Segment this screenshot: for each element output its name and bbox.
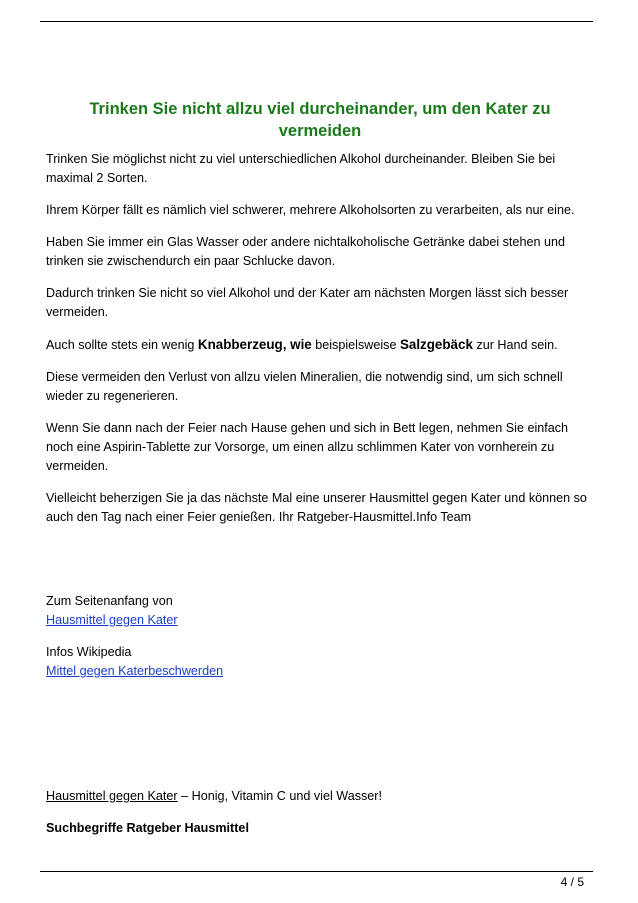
- page-number: 4 / 5: [560, 875, 584, 889]
- paragraph: Dadurch trinken Sie nicht so viel Alkohol und der Kater am nächsten Morgen lässt sich besser vermeiden.: [46, 286, 569, 319]
- snack-text-middle: beispielsweise: [311, 338, 400, 352]
- snack-text-after: zur Hand sein.: [472, 338, 558, 352]
- top-link-label: Zum Seitenanfang von: [46, 594, 173, 608]
- paragraph: Ihrem Körper fällt es nämlich viel schwerer, mehrere Alkoholsorten zu verarbeiten, als nur eine.: [46, 203, 575, 217]
- spacer: [46, 694, 594, 787]
- article-heading: Trinken Sie nicht allzu viel durcheinander, um den Kater zu vermeiden: [89, 100, 551, 140]
- footer-rule: [40, 871, 593, 872]
- search-terms-heading: Suchbegriffe Ratgeber Hausmittel: [46, 821, 249, 835]
- paragraph: Diese vermeiden den Verlust von allzu vielen Mineralien, die notwendig sind, um sich schnell wieder zu regenerieren.: [46, 370, 563, 403]
- top-link-block: [46, 592, 594, 630]
- footer-line-rest: – Honig, Vitamin C und viel Wasser!: [177, 789, 382, 803]
- spacer: [46, 540, 594, 592]
- top-link[interactable]: Hausmittel gegen Kater: [46, 613, 178, 627]
- article-body: [46, 150, 594, 527]
- paragraph: Wenn Sie dann nach der Feier nach Hause gehen und sich in Bett legen, nehmen Sie einfach noch eine Aspirin-Tablette zur Vorsorge, um einen allzu schlimmen Kater von vornherein zu vermeiden.: [46, 421, 569, 473]
- header-rule: [40, 21, 593, 22]
- paragraph: Haben Sie immer ein Glas Wasser oder andere nichtalkoholische Getränke dabei stehen und trinken sie zwischendurch ein paar Schlucke davon.: [46, 235, 565, 268]
- snack-bold-knabberzeug: Knabberzeug, wie: [197, 337, 312, 352]
- snack-paragraph: [46, 335, 594, 355]
- footer-link[interactable]: Hausmittel gegen Kater: [46, 789, 178, 803]
- wiki-link-label: Infos Wikipedia: [46, 645, 132, 659]
- snack-bold-salzgebaeck: Salzgebäck: [399, 337, 473, 352]
- footer-line: [46, 787, 594, 806]
- page-content: [46, 98, 594, 851]
- paragraph: Trinken Sie möglichst nicht zu viel unterschiedlichen Alkohol durcheinander. Bleiben Sie bei maximal 2 Sorten.: [46, 152, 556, 185]
- wiki-link-block: [46, 643, 594, 681]
- paragraph: Vielleicht beherzigen Sie ja das nächste Mal eine unserer Hausmittel gegen Kater und können so auch den Tag nach einer Feier genießen. Ihr Ratgeber-Hausmittel.Info Team: [46, 491, 587, 524]
- snack-text-before: Auch sollte stets ein wenig: [46, 338, 198, 352]
- wiki-link[interactable]: Mittel gegen Katerbeschwerden: [46, 664, 224, 678]
